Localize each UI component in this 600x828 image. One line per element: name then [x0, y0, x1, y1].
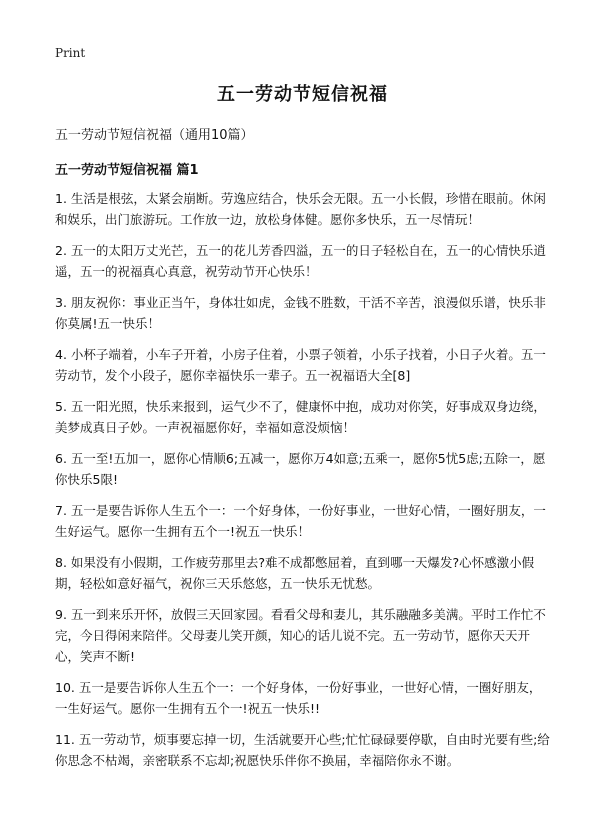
message-item: 11. 五一劳动节，烦事要忘掉一切，生活就要开心些;忙忙碌碌要停歇，自由时光要有些;给你思念不枯竭，亲密联系不忘却;祝愿快乐伴你不换届，幸福陪你永不谢。	[55, 732, 550, 768]
document-page	[55, 80, 550, 781]
document-title: 五一劳动节短信祝福	[217, 84, 388, 105]
message-item: 7. 五一是要告诉你人生五个一：一个好身体，一份好事业，一世好心情，一圈好朋友，一生好运气。愿你一生拥有五个一!祝五一快乐！	[55, 503, 546, 539]
section-heading: 五一劳动节短信祝福 篇1	[55, 163, 199, 178]
message-item: 9. 五一到来乐开怀，放假三天回家园。看看父母和妻儿，其乐融融多美满。平时工作忙不完，今日得闲来陪伴。父母妻儿笑开颜，知心的话儿说不完。五一劳动节，愿你天天开心，笑声不断!	[55, 607, 546, 664]
message-item: 5. 五一阳光照，快乐来报到，运气少不了，健康怀中抱，成功对你笑，好事成双身边绕，美梦成真日子妙。一声祝福愿你好，幸福如意没烦恼！	[55, 399, 546, 435]
message-list	[55, 188, 550, 771]
document-subtitle: 五一劳动节短信祝福（通用10篇）	[55, 128, 254, 143]
message-item: 1. 生活是根弦，太紧会崩断。劳逸应结合，快乐会无限。五一小长假，珍惜在眼前。休闲和娱乐，出门旅游玩。工作放一边，放松身体健。愿你多快乐，五一尽情玩！	[55, 191, 546, 227]
message-item: 3. 朋友祝你：事业正当午，身体壮如虎，金钱不胜数，干活不辛苦，浪漫似乐谱，快乐非你莫属!五一快乐！	[55, 295, 546, 331]
message-item: 8. 如果没有小假期，工作疲劳那里去?难不成都憋屈着，直到哪一天爆发?心怀感激小假期，轻松如意好福气，祝你三天乐悠悠，五一快乐无忧愁。	[55, 555, 535, 591]
message-item: 2. 五一的太阳万丈光芒，五一的花儿芳香四溢，五一的日子轻松自在，五一的心情快乐逍遥，五一的祝福真心真意，祝劳动节开心快乐！	[55, 243, 546, 279]
print-link[interactable]: Print	[55, 46, 86, 60]
message-item: 10. 五一是要告诉你人生五个一：一个好身体，一份好事业，一世好心情，一圈好朋友，一生好运气。愿你一生拥有五个一!祝五一快乐!!	[55, 680, 542, 716]
message-item: 4. 小杯子端着，小车子开着，小房子住着，小票子领着，小乐子找着，小日子火着。五一劳动节，发个小段子，愿你幸福快乐一辈子。五一祝福语大全[8]	[55, 347, 546, 383]
message-item: 6. 五一至!五加一，愿你心情顺6;五减一，愿你万4如意;五乘一，愿你5忧5虑;五除一，愿你快乐5限!	[55, 451, 546, 487]
